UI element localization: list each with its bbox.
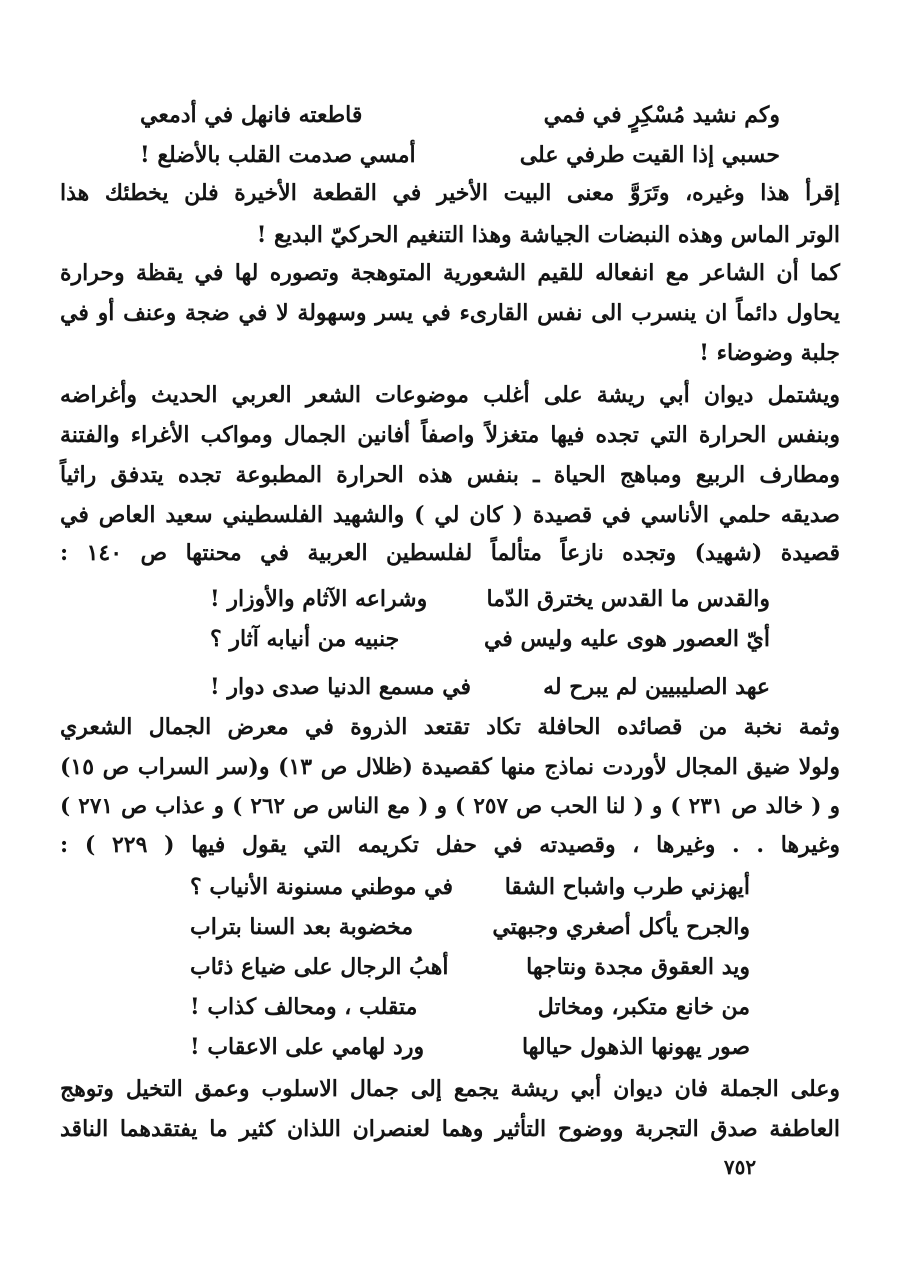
verse-first-hemistich: صور يهونها الذهول حيالها [521, 1034, 750, 1060]
verse-first-hemistich: والقدس ما القدس يخترق الدّما [486, 586, 770, 612]
verse-line [210, 624, 770, 654]
verse-first-hemistich: حسبي إذا القيت طرفي على [519, 142, 780, 168]
text-line: إقرأ هذا وغيره، وتَرَوَّ معنى البيت الأخير في القطعة الأخيرة فلن يخطئك هذا [60, 180, 840, 206]
text-line: و ( خالد ص ٢٣١ ) و ( لنا الحب ص ٢٥٧ ) و ( مع الناس ص ٢٦٢ ) و عذاب ص ٢٧١ ) [60, 794, 840, 819]
verse-first-hemistich: أيّ العصور هوى عليه وليس في [483, 626, 770, 652]
verse-second-hemistich: في موطني مسنونة الأنياب ؟ [190, 874, 453, 900]
verse-line [190, 912, 750, 942]
text-line: وثمة نخبة من قصائده الحافلة تكاد تقتعد الذروة في معرض الجمال الشعري [60, 714, 840, 740]
verse-line [140, 140, 780, 170]
verse-line [190, 992, 750, 1022]
text-line: ويشتمل ديوان أبي ريشة على أغلب موضوعات الشعر العربي الحديث وأغراضه [60, 382, 840, 408]
text-line: الوتر الماس وهذه النبضات الجياشة وهذا التنغيم الحركيّ البديع ! [256, 222, 840, 248]
verse-line [190, 952, 750, 982]
text-line: جلبة وضوضاء ! [699, 340, 840, 366]
text-line: وبنفس الحرارة التي تجده فيها متغزلاً واصفاً أفانين الجمال ومواكب الأغراء والفتنة [60, 422, 840, 448]
verse-first-hemistich: والجرح يأكل أصغري وجبهتي [492, 914, 750, 940]
page-number: ٧٥٢ [723, 1155, 757, 1179]
verse-second-hemistich: ورد لهامي على الاعقاب ! [190, 1034, 425, 1060]
verse-second-hemistich: جنبيه من أنيابه آثار ؟ [210, 626, 400, 652]
text-line: العاطفة صدق التجربة ووضوح التأثير وهما لعنصران اللذان كثير ما يفتقدهما الناقد [60, 1116, 840, 1142]
verse-line [190, 1032, 750, 1062]
verse-second-hemistich: في مسمع الدنيا صدى دوار ! [210, 674, 472, 700]
verse-second-hemistich: مخضوبة بعد السنا بتراب [190, 914, 414, 940]
text-line: صديقه حلمي الأناسي في قصيدة ( كان لي ) والشهيد الفلسطيني سعيد العاص في [60, 502, 840, 528]
verse-line [210, 584, 770, 614]
verse-line [210, 672, 770, 702]
verse-second-hemistich: وشراعه الآثام والأوزار ! [210, 586, 428, 612]
verse-first-hemistich: ويد العقوق مجدة ونتاجها [526, 954, 750, 980]
text-line: وعلى الجملة فان ديوان أبي ريشة يجمع إلى جمال الاسلوب وعمق التخيل وتوهج [60, 1076, 840, 1102]
text-line: كما أن الشاعر مع انفعاله للقيم الشعورية المتوهجة وتصوره لها في يقظة وحرارة [60, 260, 840, 286]
verse-first-hemistich: أيهزني طرب واشباح الشقا [504, 874, 750, 900]
text-line: وغيرها . . وغيرها ، وقصيدته في حفل تكريمه التي يقول فيها ( ٢٢٩ ) : [60, 832, 840, 858]
verse-first-hemistich: من خانع متكبر، ومخاتل [537, 994, 750, 1020]
text-line: يحاول دائماً ان ينسرب الى نفس القارىء في يسر وسهولة لا في ضجة وعنف أو في [60, 300, 840, 326]
text-line: قصيدة (شهيد) وتجده نازعاً متألماً لفلسطين العربية في محنتها ص ١٤٠ : [60, 540, 841, 566]
verse-second-hemistich: متقلب ، ومحالف كذاب ! [190, 994, 418, 1020]
verse-second-hemistich: أهبُ الرجال على ضياع ذئاب [190, 954, 449, 980]
verse-line [140, 100, 780, 130]
verse-line [190, 872, 750, 902]
verse-second-hemistich: أمسي صدمت القلب بالأضلع ! [140, 142, 416, 168]
verse-first-hemistich: عهد الصليبيين لم يبرح له [543, 674, 770, 700]
verse-second-hemistich: قاطعته فانهل في أدمعي [140, 102, 363, 128]
text-line: ولولا ضيق المجال لأوردت نماذج منها كقصيدة (ظلال ص ١٣) و(سر السراب ص ١٥) [60, 754, 840, 780]
verse-first-hemistich: وكم نشيد مُسْكِرٍ في فمي [543, 102, 780, 128]
text-line: ومطارف الربيع ومباهج الحياة ـ بنفس هذه الحرارة المطبوعة تجده يتدفق راثياً [60, 462, 840, 488]
